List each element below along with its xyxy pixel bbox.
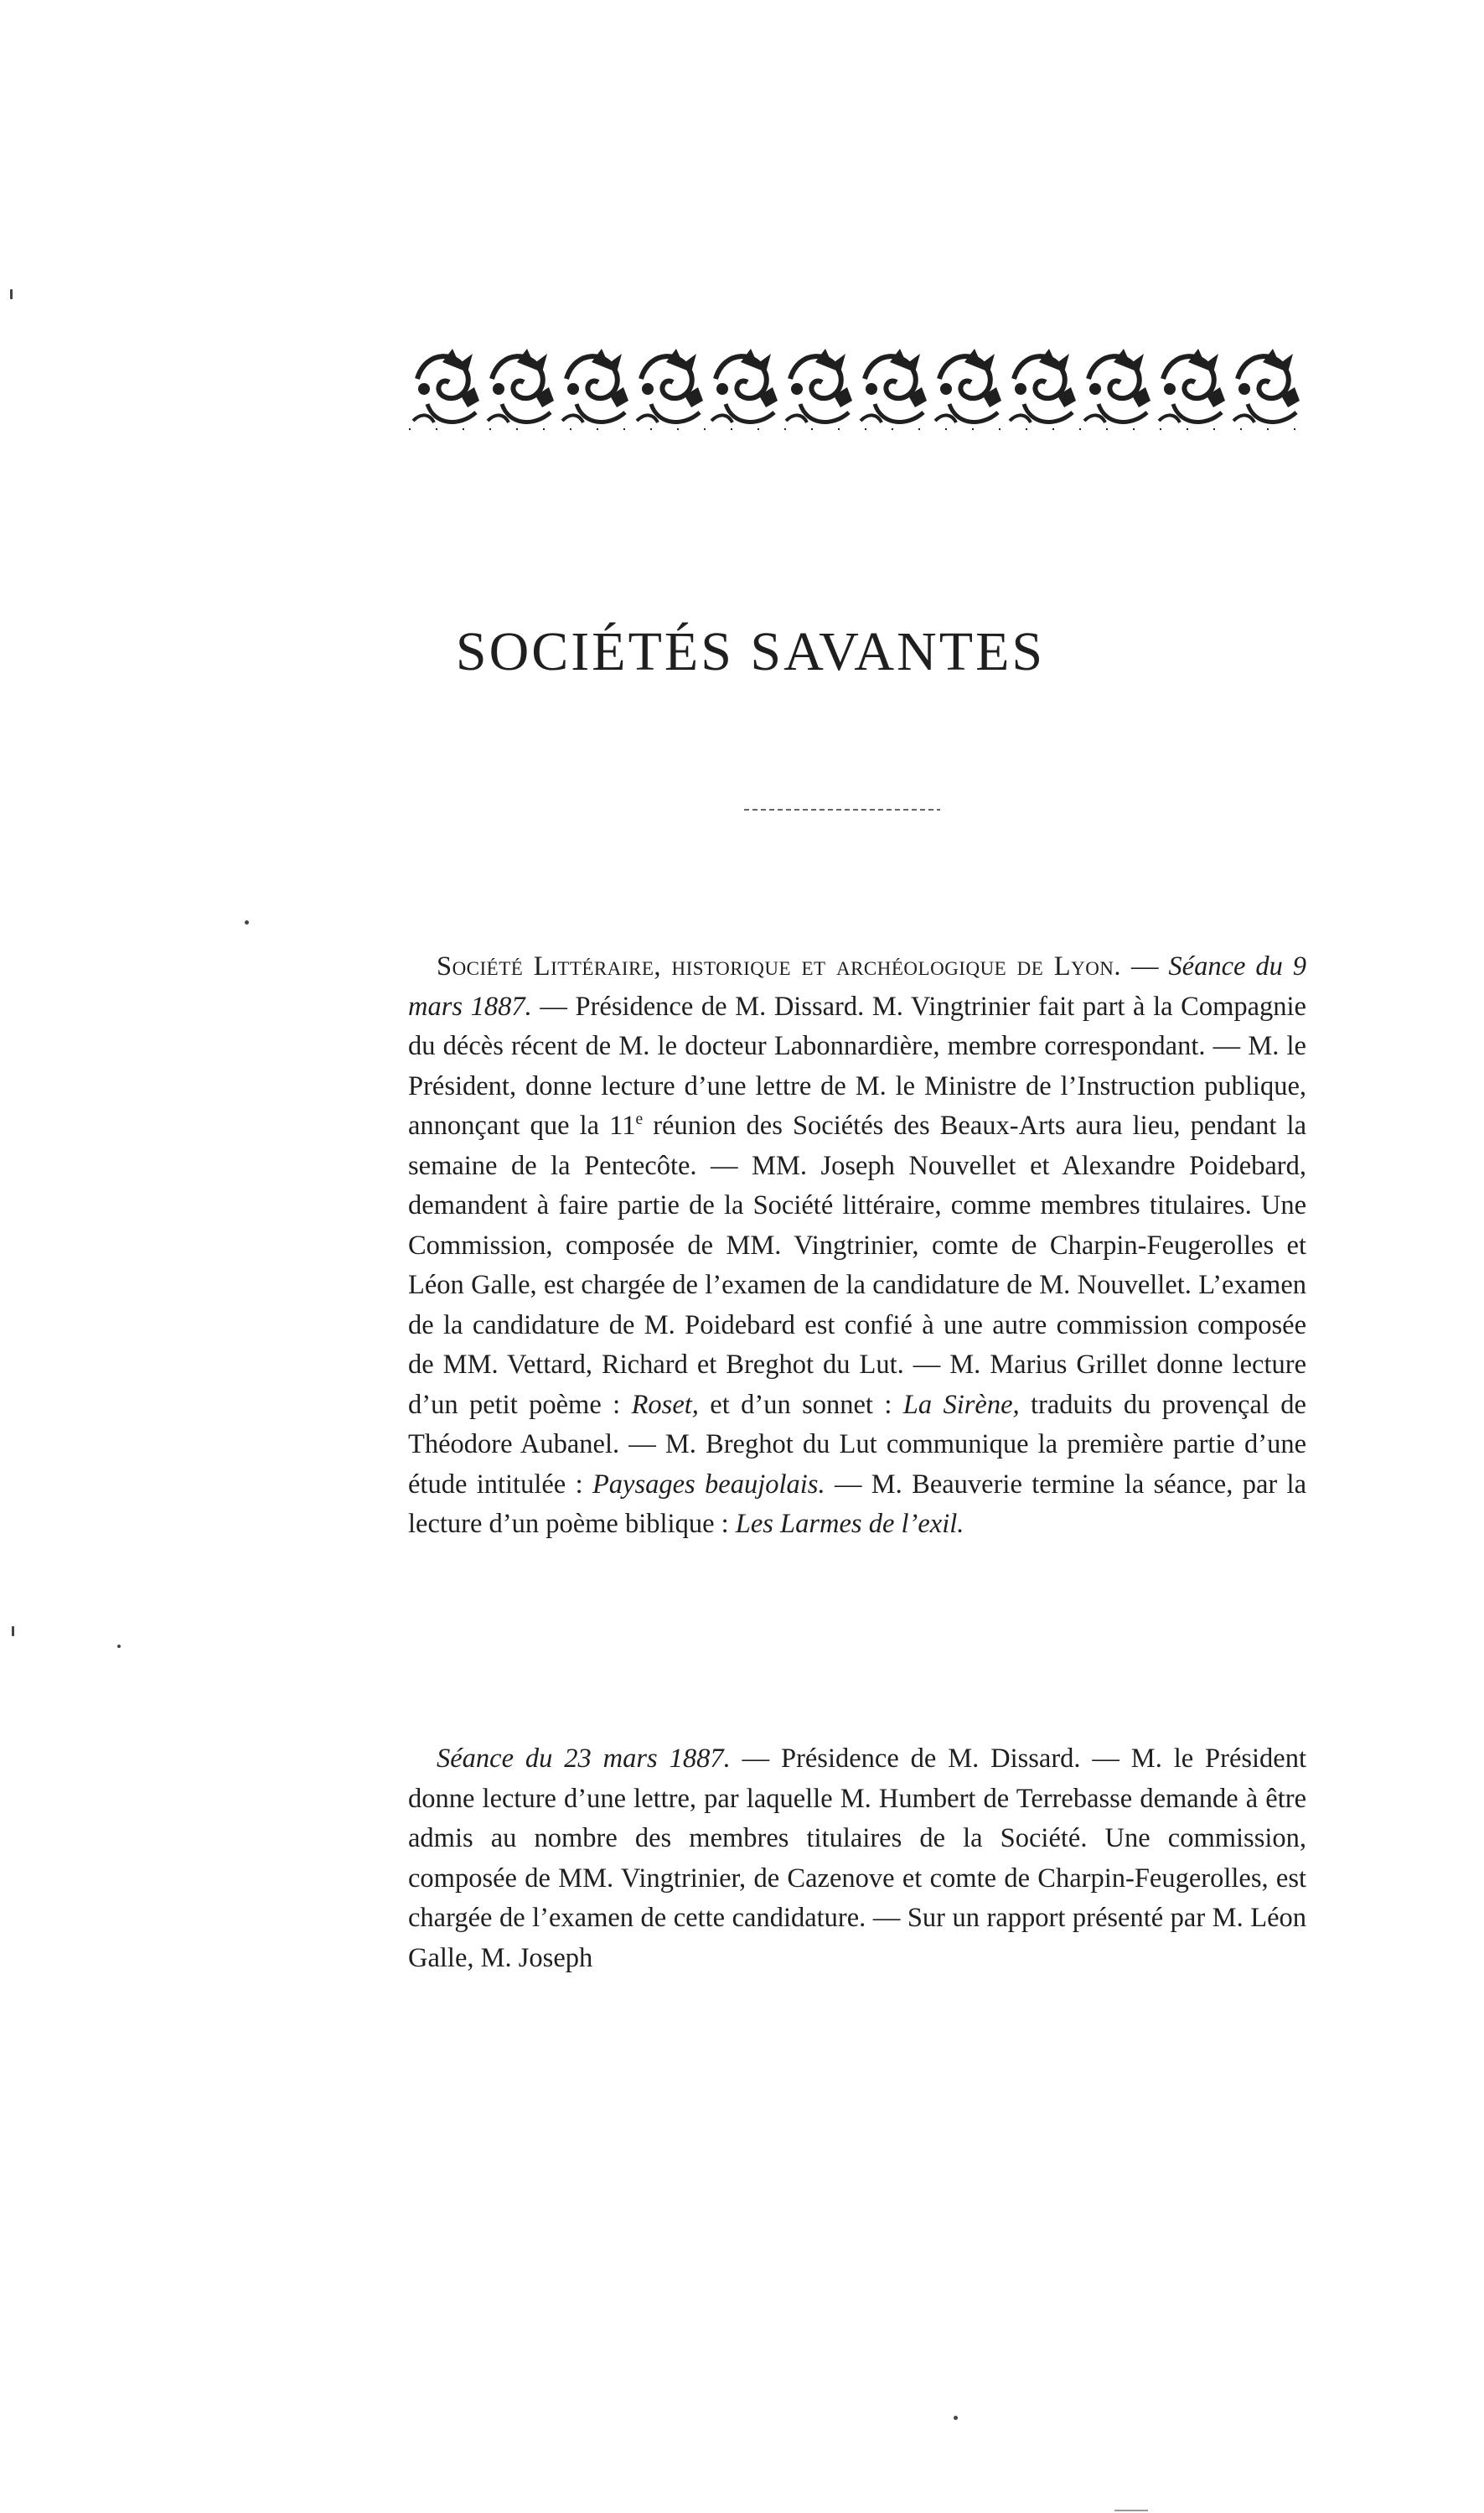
header-ornament [409, 345, 1307, 433]
title-separator [744, 806, 940, 813]
scan-speck [12, 1626, 14, 1636]
session-date: Séance du 23 mars 1887. [437, 1744, 731, 1774]
ordinal-number: 11 [609, 1111, 636, 1141]
work-title-roset: Roset, [631, 1389, 699, 1420]
paragraph1-text5: — M. Beauverie termine la séance, par la lecture d’un poème biblique : [408, 1469, 1306, 1539]
scan-speck [245, 920, 249, 925]
paragraph2-text1: — Présidence de M. Dissard. — M. le Président donne lecture d’une lettre, par laquelle M. Humbert de Terrebasse demande à être admis au nombre des membres titulaires de la Société. Une commission, composée de MM. Vingtrinier, de Cazenove et comte de Charpin-Feugerolles, est chargée de l’examen de cette candidature. — Sur un rapport présenté par M. Léon Galle, M. Joseph [408, 1744, 1307, 1973]
paragraph1-text4: traduits du provençal de Théodore Aubanel. — M. Breghot du Lut communique la première partie d’une étude intitulée : [408, 1389, 1306, 1500]
society-name: Société Littéraire, historique et archéologique de Lyon. [437, 951, 1122, 982]
work-title-la-sirene: La Sirène, [902, 1389, 1020, 1420]
paragraph1-text3: et d’un sonnet : [698, 1389, 903, 1420]
scan-speck [1114, 2510, 1148, 2511]
scan-speck [10, 289, 13, 299]
work-title-paysages: Paysages beaujolais. [592, 1469, 825, 1500]
paragraph-session-23-march [408, 1739, 1306, 1978]
scan-speck [117, 1645, 121, 1648]
paragraph1-text1: — Présidence de M. Dissard. M. Vingtrinier fait part à la Compagnie du décès récent de M. le docteur Labonnardière, membre correspondant. — M. le Président, donne lecture d’une lettre de M. le Ministre de l’Instruction publique, annonçant que la [408, 991, 1306, 1141]
page-title: SOCIÉTÉS SAVANTES [455, 621, 1046, 682]
work-title-larmes: Les Larmes de l’exil. [735, 1509, 964, 1539]
paragraph1-dash: — [1121, 951, 1169, 982]
ordinal-suffix: e [635, 1111, 644, 1129]
paragraph1-text2: réunion des Sociétés des Beaux-Arts aura lieu, pendant la semaine de la Pentecôte. — MM. Joseph Nouvellet et Alexandre Poidebard, demandent à faire partie de la Société littéraire, comme membres titulaires. Une Commission, composée de MM. Vingtrinier, comte de Charpin-Feugerolles et Léon Galle, est chargée de l’examen de la candidature de M. Nouvellet. L’examen de la candidature de M. Poidebard est confié à une autre commission composée de MM. Vettard, Richard et Breghot du Lut. — M. Marius Grillet donne lecture d’un petit poème : [408, 1111, 1306, 1420]
paragraph-session-9-march [408, 947, 1306, 1545]
session-date: Séance du 9 mars 1887. [408, 951, 1307, 1022]
scan-speck [954, 2416, 958, 2420]
